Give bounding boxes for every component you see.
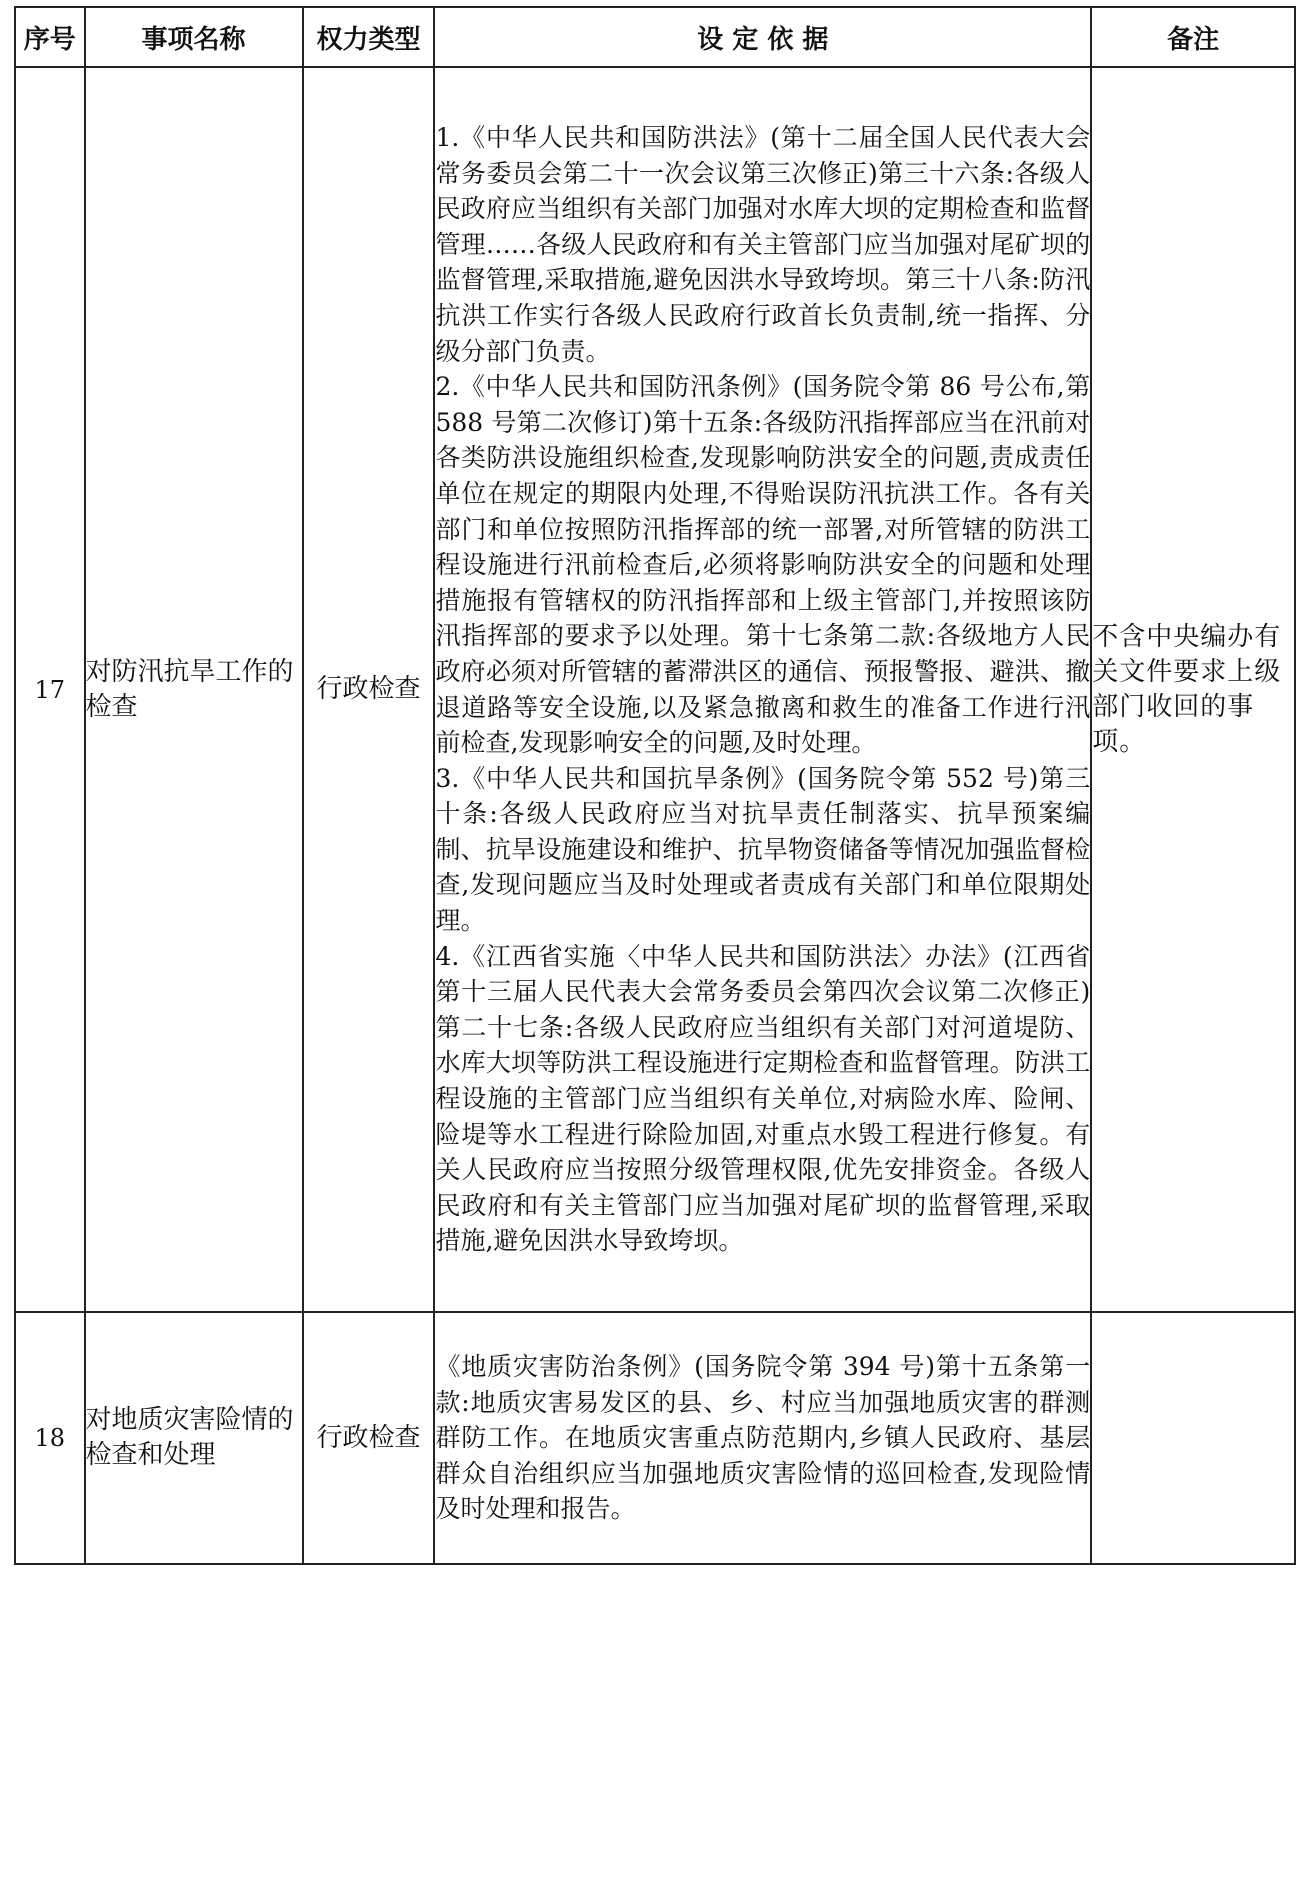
basis-paragraph: 1.《中华人民共和国防洪法》(第十二届全国人民代表大会常务委员会第二十一次会议第三次修正)第三十六条:各级人民政府应当组织有关部门加强对水库大坝的定期检查和监督管理……各级人民政府和有关主管部门应当加强对尾矿坝的监督管理,采取措施,避免因洪水导致垮坝。第三十八条:防汛抗洪工作实行各级人民政府行政首长负责制,统一指挥、分级分部门负责。 <box>435 123 1091 366</box>
power-type: 行政检查 <box>303 67 435 1312</box>
header-note: 备注 <box>1091 7 1295 67</box>
note <box>1091 1312 1295 1564</box>
row-number: 18 <box>15 1312 85 1564</box>
authority-table <box>14 6 1296 1565</box>
header-row <box>15 7 1295 67</box>
basis-paragraph: 4.《江西省实施〈中华人民共和国防洪法〉办法》(江西省第十三届人民代表大会常务委员会第四次会议第二次修正)第二十七条:各级人民政府应当组织有关部门对河道堤防、水库大坝等防洪工程设施进行定期检查和监督管理。防洪工程设施的主管部门应当组织有关单位,对病险水库、险闸、险堤等水工程进行除险加固,对重点水毁工程进行修复。有关人民政府应当按照分级管理权限,优先安排资金。各级人民政府和有关主管部门应当加强对尾矿坝的监督管理,采取措施,避免因洪水导致垮坝。 <box>435 941 1091 1256</box>
legal-basis <box>434 1312 1091 1564</box>
basis-paragraph: 2.《中华人民共和国防汛条例》(国务院令第 86 号公布,第 588 号第二次修订)第十五条:各级防汛指挥部应当在汛前对各类防洪设施组织检查,发现影响防洪安全的问题,责成责任单位在规定的期限内处理,不得贻误防汛抗洪工作。各有关部门和单位按照防汛指挥部的统一部署,对所管辖的防洪工程设施进行汛前检查后,必须将影响防洪安全的问题和处理措施报有管辖权的防汛指挥部和上级主管部门,并按照该防汛指挥部的要求予以处理。第十七条第二款:各级地方人民政府必须对所管辖的蓄滞洪区的通信、预报警报、避洪、撤退道路等安全设施,以及紧急撤离和救生的准备工作进行汛前检查,发现影响安全的问题,及时处理。 <box>435 372 1091 758</box>
item-name: 对防汛抗旱工作的检查 <box>85 67 303 1312</box>
table-row <box>15 1312 1295 1564</box>
item-name: 对地质灾害险情的检查和处理 <box>85 1312 303 1564</box>
table-row <box>15 67 1295 1312</box>
header-no: 序号 <box>15 7 85 67</box>
header-item-name: 事项名称 <box>85 7 303 67</box>
header-basis: 设 定 依 据 <box>434 7 1091 67</box>
basis-paragraph: 《地质灾害防治条例》(国务院令第 394 号)第十五条第一款:地质灾害易发区的县、乡、村应当加强地质灾害的群测群防工作。在地质灾害重点防范期内,乡镇人民政府、基层群众自治组织应当加强地质灾害险情的巡回检查,发现险情及时处理和报告。 <box>435 1352 1091 1524</box>
power-type: 行政检查 <box>303 1312 435 1564</box>
legal-basis <box>434 67 1091 1312</box>
note: 不含中央编办有关文件要求上级部门收回的事项。 <box>1091 67 1295 1312</box>
row-number: 17 <box>15 67 85 1312</box>
basis-paragraph: 3.《中华人民共和国抗旱条例》(国务院令第 552 号)第三十条:各级人民政府应当对抗旱责任制落实、抗旱预案编制、抗旱设施建设和维护、抗旱物资储备等情况加强监督检查,发现问题应当及时处理或者责成有关部门和单位限期处理。 <box>435 763 1091 936</box>
header-power-type: 权力类型 <box>303 7 435 67</box>
